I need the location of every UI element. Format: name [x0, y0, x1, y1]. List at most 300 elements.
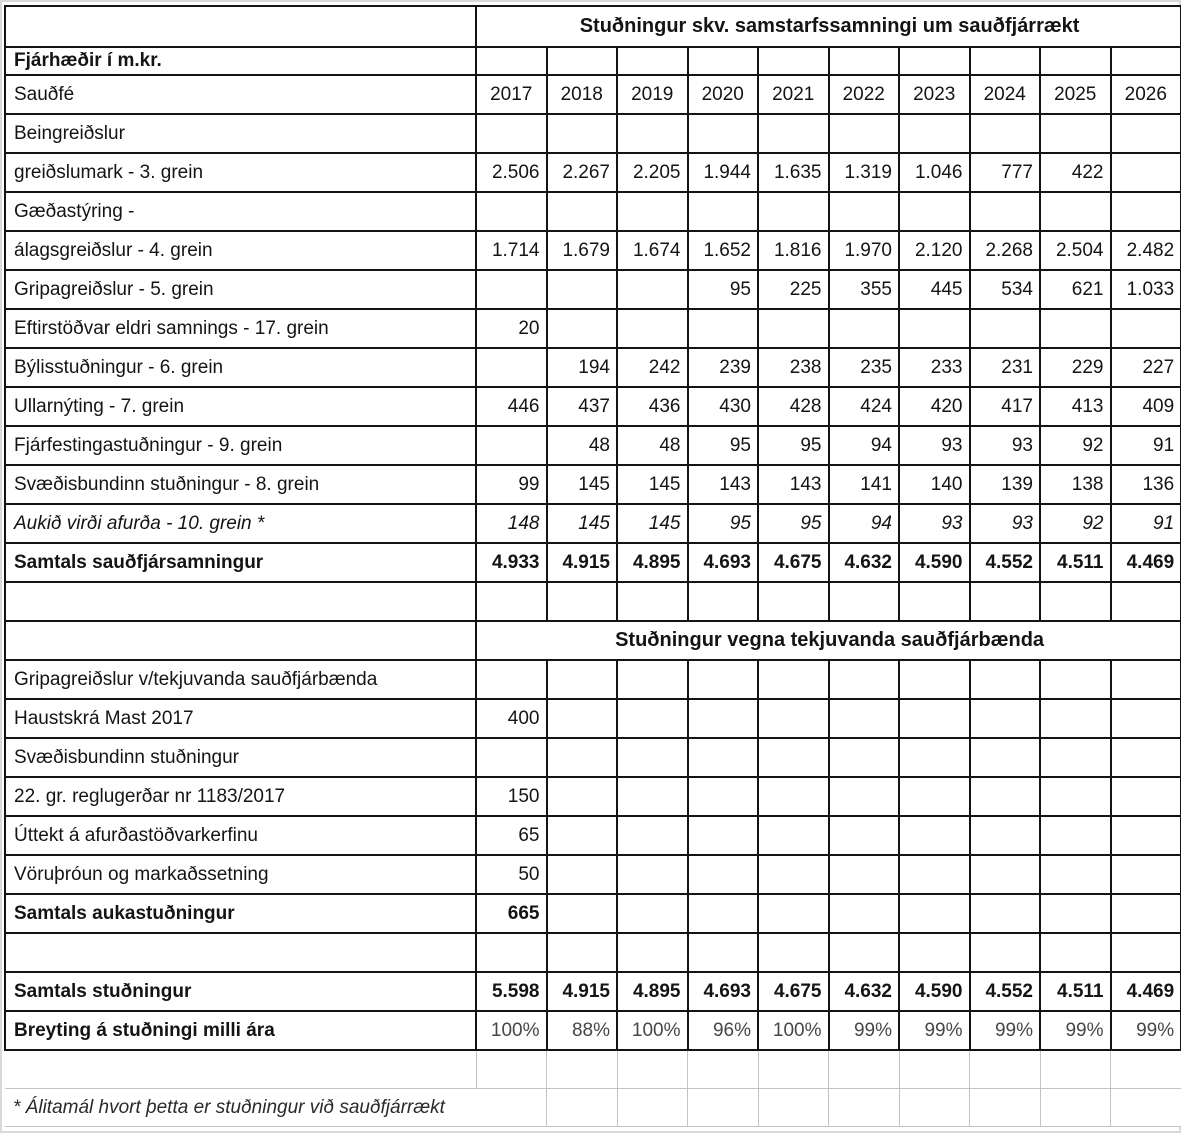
cell: 91 — [1111, 504, 1181, 543]
table-row — [5, 660, 1181, 699]
cell: 621 — [1040, 270, 1111, 309]
cell — [758, 309, 829, 348]
cell: 145 — [547, 504, 618, 543]
cell — [476, 47, 547, 75]
cell — [476, 582, 547, 621]
cell: 93 — [970, 426, 1041, 465]
support-table — [4, 5, 1181, 1127]
cell — [829, 855, 900, 894]
cell: 4.895 — [617, 972, 688, 1011]
cell — [758, 582, 829, 621]
cell: 95 — [688, 426, 759, 465]
cell — [547, 270, 618, 309]
row-label: Sauðfé — [5, 75, 476, 114]
ghost-cell — [758, 1050, 829, 1089]
cell: 1.033 — [1111, 270, 1181, 309]
cell — [476, 660, 547, 699]
cell: 94 — [829, 426, 900, 465]
cell: 92 — [1040, 426, 1111, 465]
cell: 4.552 — [970, 543, 1041, 582]
row-label — [5, 621, 476, 660]
cell — [1040, 855, 1111, 894]
cell — [476, 270, 547, 309]
ghost-cell — [1111, 1089, 1181, 1127]
cell — [1111, 777, 1181, 816]
cell — [970, 777, 1041, 816]
cell — [758, 894, 829, 933]
cell — [547, 699, 618, 738]
row-label: Vöruþróun og markaðssetning — [5, 855, 476, 894]
cell: 4.469 — [1111, 543, 1181, 582]
cell — [1040, 699, 1111, 738]
cell: 355 — [829, 270, 900, 309]
ghost-cell — [547, 1050, 618, 1089]
table-row — [5, 153, 1181, 192]
cell — [758, 660, 829, 699]
cell — [829, 582, 900, 621]
cell — [970, 309, 1041, 348]
cell — [547, 582, 618, 621]
cell: 4.632 — [829, 972, 900, 1011]
table-row — [5, 972, 1181, 1011]
cell: 95 — [758, 504, 829, 543]
cell: 194 — [547, 348, 618, 387]
cell: 400 — [476, 699, 547, 738]
cell: 239 — [688, 348, 759, 387]
cell — [688, 855, 759, 894]
cell — [617, 777, 688, 816]
cell: 99% — [970, 1011, 1041, 1050]
cell — [688, 582, 759, 621]
cell — [829, 114, 900, 153]
row-label: Svæðisbundinn stuðningur — [5, 738, 476, 777]
cell — [970, 699, 1041, 738]
cell: 1.679 — [547, 231, 618, 270]
cell: 94 — [829, 504, 900, 543]
cell: 227 — [1111, 348, 1181, 387]
cell — [688, 660, 759, 699]
row-label — [5, 933, 476, 972]
cell — [970, 855, 1041, 894]
cell — [617, 114, 688, 153]
cell — [970, 582, 1041, 621]
cell: 136 — [1111, 465, 1181, 504]
cell — [617, 47, 688, 75]
cell — [617, 933, 688, 972]
cell — [829, 894, 900, 933]
table-row — [5, 699, 1181, 738]
cell — [688, 114, 759, 153]
table-row — [5, 348, 1181, 387]
cell — [899, 114, 970, 153]
cell: 100% — [476, 1011, 547, 1050]
cell — [547, 777, 618, 816]
cell: 143 — [758, 465, 829, 504]
cell — [1111, 153, 1181, 192]
ghost-cell — [899, 1050, 970, 1089]
table-row — [5, 894, 1181, 933]
cell — [970, 738, 1041, 777]
cell: 437 — [547, 387, 618, 426]
cell: 140 — [899, 465, 970, 504]
cell — [547, 933, 618, 972]
cell — [1111, 192, 1181, 231]
footnote: * Álitamál hvort þetta er stuðningur við sauðfjárrækt — [5, 1089, 547, 1127]
ghost-cell — [688, 1050, 759, 1089]
cell: 428 — [758, 387, 829, 426]
row-label: 22. gr. reglugerðar nr 1183/2017 — [5, 777, 476, 816]
row-label: Samtals aukastuðningur — [5, 894, 476, 933]
row-label: Býlisstuðningur - 6. grein — [5, 348, 476, 387]
cell: 99% — [1040, 1011, 1111, 1050]
cell — [547, 855, 618, 894]
row-label: álagsgreiðslur - 4. grein — [5, 231, 476, 270]
cell — [899, 192, 970, 231]
cell — [970, 47, 1041, 75]
cell: 238 — [758, 348, 829, 387]
cell — [970, 933, 1041, 972]
cell: 50 — [476, 855, 547, 894]
cell — [1111, 855, 1181, 894]
ghost-cell — [1040, 1089, 1111, 1127]
cell: 4.469 — [1111, 972, 1181, 1011]
cell: 4.632 — [829, 543, 900, 582]
cell: 95 — [758, 426, 829, 465]
cell — [617, 738, 688, 777]
cell — [688, 699, 759, 738]
cell — [899, 47, 970, 75]
row-label: Beingreiðslur — [5, 114, 476, 153]
cell — [1040, 47, 1111, 75]
cell: 100% — [758, 1011, 829, 1050]
cell: 2.504 — [1040, 231, 1111, 270]
cell: 145 — [617, 504, 688, 543]
cell: 4.675 — [758, 543, 829, 582]
cell: 99% — [829, 1011, 900, 1050]
cell: 1.319 — [829, 153, 900, 192]
cell: 148 — [476, 504, 547, 543]
cell — [476, 348, 547, 387]
cell — [617, 582, 688, 621]
cell: 4.693 — [688, 972, 759, 1011]
cell — [829, 699, 900, 738]
ghost-cell — [547, 1089, 618, 1127]
cell — [970, 894, 1041, 933]
row-label: Úttekt á afurðastöðvarkerfinu — [5, 816, 476, 855]
section-header: Stuðningur skv. samstarfssamningi um sauðfjárrækt — [476, 6, 1181, 47]
cell — [476, 114, 547, 153]
cell: 4.693 — [688, 543, 759, 582]
cell — [1040, 192, 1111, 231]
cell — [1111, 894, 1181, 933]
table-row — [5, 75, 1181, 114]
cell: 424 — [829, 387, 900, 426]
cell: 99 — [476, 465, 547, 504]
cell — [617, 309, 688, 348]
row-label: Samtals sauðfjársamningur — [5, 543, 476, 582]
cell: 2.205 — [617, 153, 688, 192]
cell — [617, 855, 688, 894]
cell — [1111, 47, 1181, 75]
cell — [1040, 114, 1111, 153]
cell — [1111, 816, 1181, 855]
cell: 88% — [547, 1011, 618, 1050]
cell: 430 — [688, 387, 759, 426]
cell — [970, 816, 1041, 855]
cell: 2022 — [829, 75, 900, 114]
ghost-cell — [617, 1089, 688, 1127]
cell — [758, 738, 829, 777]
cell: 93 — [970, 504, 1041, 543]
cell: 1.635 — [758, 153, 829, 192]
table-row — [5, 1050, 1181, 1089]
cell — [617, 660, 688, 699]
cell: 4.590 — [899, 972, 970, 1011]
table-row — [5, 504, 1181, 543]
cell — [899, 855, 970, 894]
table-row — [5, 1011, 1181, 1050]
cell: 4.915 — [547, 543, 618, 582]
cell — [1040, 777, 1111, 816]
cell: 93 — [899, 426, 970, 465]
cell — [1111, 699, 1181, 738]
cell — [899, 933, 970, 972]
cell: 4.511 — [1040, 972, 1111, 1011]
cell: 2.267 — [547, 153, 618, 192]
table-row — [5, 114, 1181, 153]
ghost-cell — [5, 1050, 476, 1089]
cell: 95 — [688, 270, 759, 309]
cell: 4.675 — [758, 972, 829, 1011]
cell — [688, 933, 759, 972]
cell: 2.482 — [1111, 231, 1181, 270]
cell: 138 — [1040, 465, 1111, 504]
cell: 2017 — [476, 75, 547, 114]
cell: 4.895 — [617, 543, 688, 582]
table-row — [5, 192, 1181, 231]
cell: 2020 — [688, 75, 759, 114]
cell: 2024 — [970, 75, 1041, 114]
cell: 1.674 — [617, 231, 688, 270]
row-label: Svæðisbundinn stuðningur - 8. grein — [5, 465, 476, 504]
cell — [688, 777, 759, 816]
cell: 99% — [1111, 1011, 1181, 1050]
row-label: Gæðastýring - — [5, 192, 476, 231]
cell — [899, 816, 970, 855]
cell — [547, 738, 618, 777]
cell: 413 — [1040, 387, 1111, 426]
cell: 20 — [476, 309, 547, 348]
cell — [547, 309, 618, 348]
cell: 242 — [617, 348, 688, 387]
ghost-cell — [688, 1089, 759, 1127]
cell: 1.970 — [829, 231, 900, 270]
ghost-cell — [476, 1050, 547, 1089]
cell — [617, 699, 688, 738]
cell — [899, 894, 970, 933]
cell — [617, 192, 688, 231]
cell: 2025 — [1040, 75, 1111, 114]
cell: 1.714 — [476, 231, 547, 270]
cell: 2.120 — [899, 231, 970, 270]
cell — [829, 309, 900, 348]
row-label — [5, 582, 476, 621]
ghost-cell — [758, 1089, 829, 1127]
table-row — [5, 270, 1181, 309]
cell: 446 — [476, 387, 547, 426]
cell: 417 — [970, 387, 1041, 426]
cell — [1040, 738, 1111, 777]
cell — [688, 192, 759, 231]
cell: 1.046 — [899, 153, 970, 192]
row-label: Aukið virði afurða - 10. grein * — [5, 504, 476, 543]
table-row — [5, 426, 1181, 465]
row-label — [5, 6, 476, 47]
table-row — [5, 47, 1181, 75]
cell: 229 — [1040, 348, 1111, 387]
row-label: Haustskrá Mast 2017 — [5, 699, 476, 738]
table-row — [5, 582, 1181, 621]
cell: 100% — [617, 1011, 688, 1050]
cell: 420 — [899, 387, 970, 426]
cell: 2026 — [1111, 75, 1181, 114]
cell: 145 — [617, 465, 688, 504]
cell: 233 — [899, 348, 970, 387]
table-row — [5, 738, 1181, 777]
cell — [547, 47, 618, 75]
table-row — [5, 621, 1181, 660]
cell — [758, 192, 829, 231]
cell: 1.816 — [758, 231, 829, 270]
cell — [758, 47, 829, 75]
cell: 143 — [688, 465, 759, 504]
cell — [1040, 933, 1111, 972]
cell: 93 — [899, 504, 970, 543]
table-row — [5, 387, 1181, 426]
row-label: Eftirstöðvar eldri samnings - 17. grein — [5, 309, 476, 348]
cell — [476, 933, 547, 972]
cell: 2021 — [758, 75, 829, 114]
cell: 2019 — [617, 75, 688, 114]
table-body — [5, 6, 1181, 1127]
cell — [758, 855, 829, 894]
cell — [547, 114, 618, 153]
row-label: Samtals stuðningur — [5, 972, 476, 1011]
cell — [899, 777, 970, 816]
cell — [1111, 933, 1181, 972]
cell: 2.506 — [476, 153, 547, 192]
cell: 4.552 — [970, 972, 1041, 1011]
cell: 409 — [1111, 387, 1181, 426]
cell — [1040, 660, 1111, 699]
cell — [829, 192, 900, 231]
cell: 235 — [829, 348, 900, 387]
cell: 4.590 — [899, 543, 970, 582]
cell — [758, 933, 829, 972]
cell: 65 — [476, 816, 547, 855]
cell: 1.652 — [688, 231, 759, 270]
cell — [829, 738, 900, 777]
cell — [899, 309, 970, 348]
section-header: Stuðningur vegna tekjuvanda sauðfjárbænda — [476, 621, 1181, 660]
ghost-cell — [970, 1050, 1041, 1089]
cell: 96% — [688, 1011, 759, 1050]
cell: 534 — [970, 270, 1041, 309]
cell — [758, 114, 829, 153]
ghost-cell — [1111, 1050, 1181, 1089]
table-row — [5, 855, 1181, 894]
cell — [688, 816, 759, 855]
cell — [899, 660, 970, 699]
cell: 777 — [970, 153, 1041, 192]
cell — [758, 816, 829, 855]
ghost-cell — [829, 1050, 900, 1089]
cell — [1111, 660, 1181, 699]
cell: 95 — [688, 504, 759, 543]
cell: 4.915 — [547, 972, 618, 1011]
cell — [1111, 582, 1181, 621]
cell — [688, 309, 759, 348]
cell: 91 — [1111, 426, 1181, 465]
cell — [970, 114, 1041, 153]
cell — [617, 270, 688, 309]
cell: 2018 — [547, 75, 618, 114]
cell — [1040, 309, 1111, 348]
cell — [547, 192, 618, 231]
cell: 445 — [899, 270, 970, 309]
cell — [688, 738, 759, 777]
cell — [1111, 114, 1181, 153]
row-label: Fjárhæðir í m.kr. — [5, 47, 476, 75]
cell — [1111, 309, 1181, 348]
cell — [899, 699, 970, 738]
cell: 48 — [547, 426, 618, 465]
cell — [1111, 738, 1181, 777]
cell — [1040, 816, 1111, 855]
cell — [476, 192, 547, 231]
ghost-cell — [829, 1089, 900, 1127]
cell — [899, 582, 970, 621]
cell — [758, 699, 829, 738]
cell: 436 — [617, 387, 688, 426]
cell: 150 — [476, 777, 547, 816]
table-row — [5, 1089, 1181, 1127]
table-row — [5, 465, 1181, 504]
cell: 5.598 — [476, 972, 547, 1011]
row-label: Gripagreiðslur v/tekjuvanda sauðfjárbænda — [5, 660, 476, 699]
cell — [688, 47, 759, 75]
cell — [476, 426, 547, 465]
cell — [476, 738, 547, 777]
cell — [829, 816, 900, 855]
row-label: greiðslumark - 3. grein — [5, 153, 476, 192]
ghost-cell — [1040, 1050, 1111, 1089]
table-row — [5, 309, 1181, 348]
cell — [829, 933, 900, 972]
cell: 2.268 — [970, 231, 1041, 270]
cell — [758, 777, 829, 816]
cell — [970, 192, 1041, 231]
cell — [1040, 582, 1111, 621]
row-label: Gripagreiðslur - 5. grein — [5, 270, 476, 309]
cell — [617, 894, 688, 933]
cell: 139 — [970, 465, 1041, 504]
cell: 422 — [1040, 153, 1111, 192]
ghost-cell — [970, 1089, 1041, 1127]
ghost-cell — [617, 1050, 688, 1089]
cell — [829, 47, 900, 75]
cell — [547, 660, 618, 699]
